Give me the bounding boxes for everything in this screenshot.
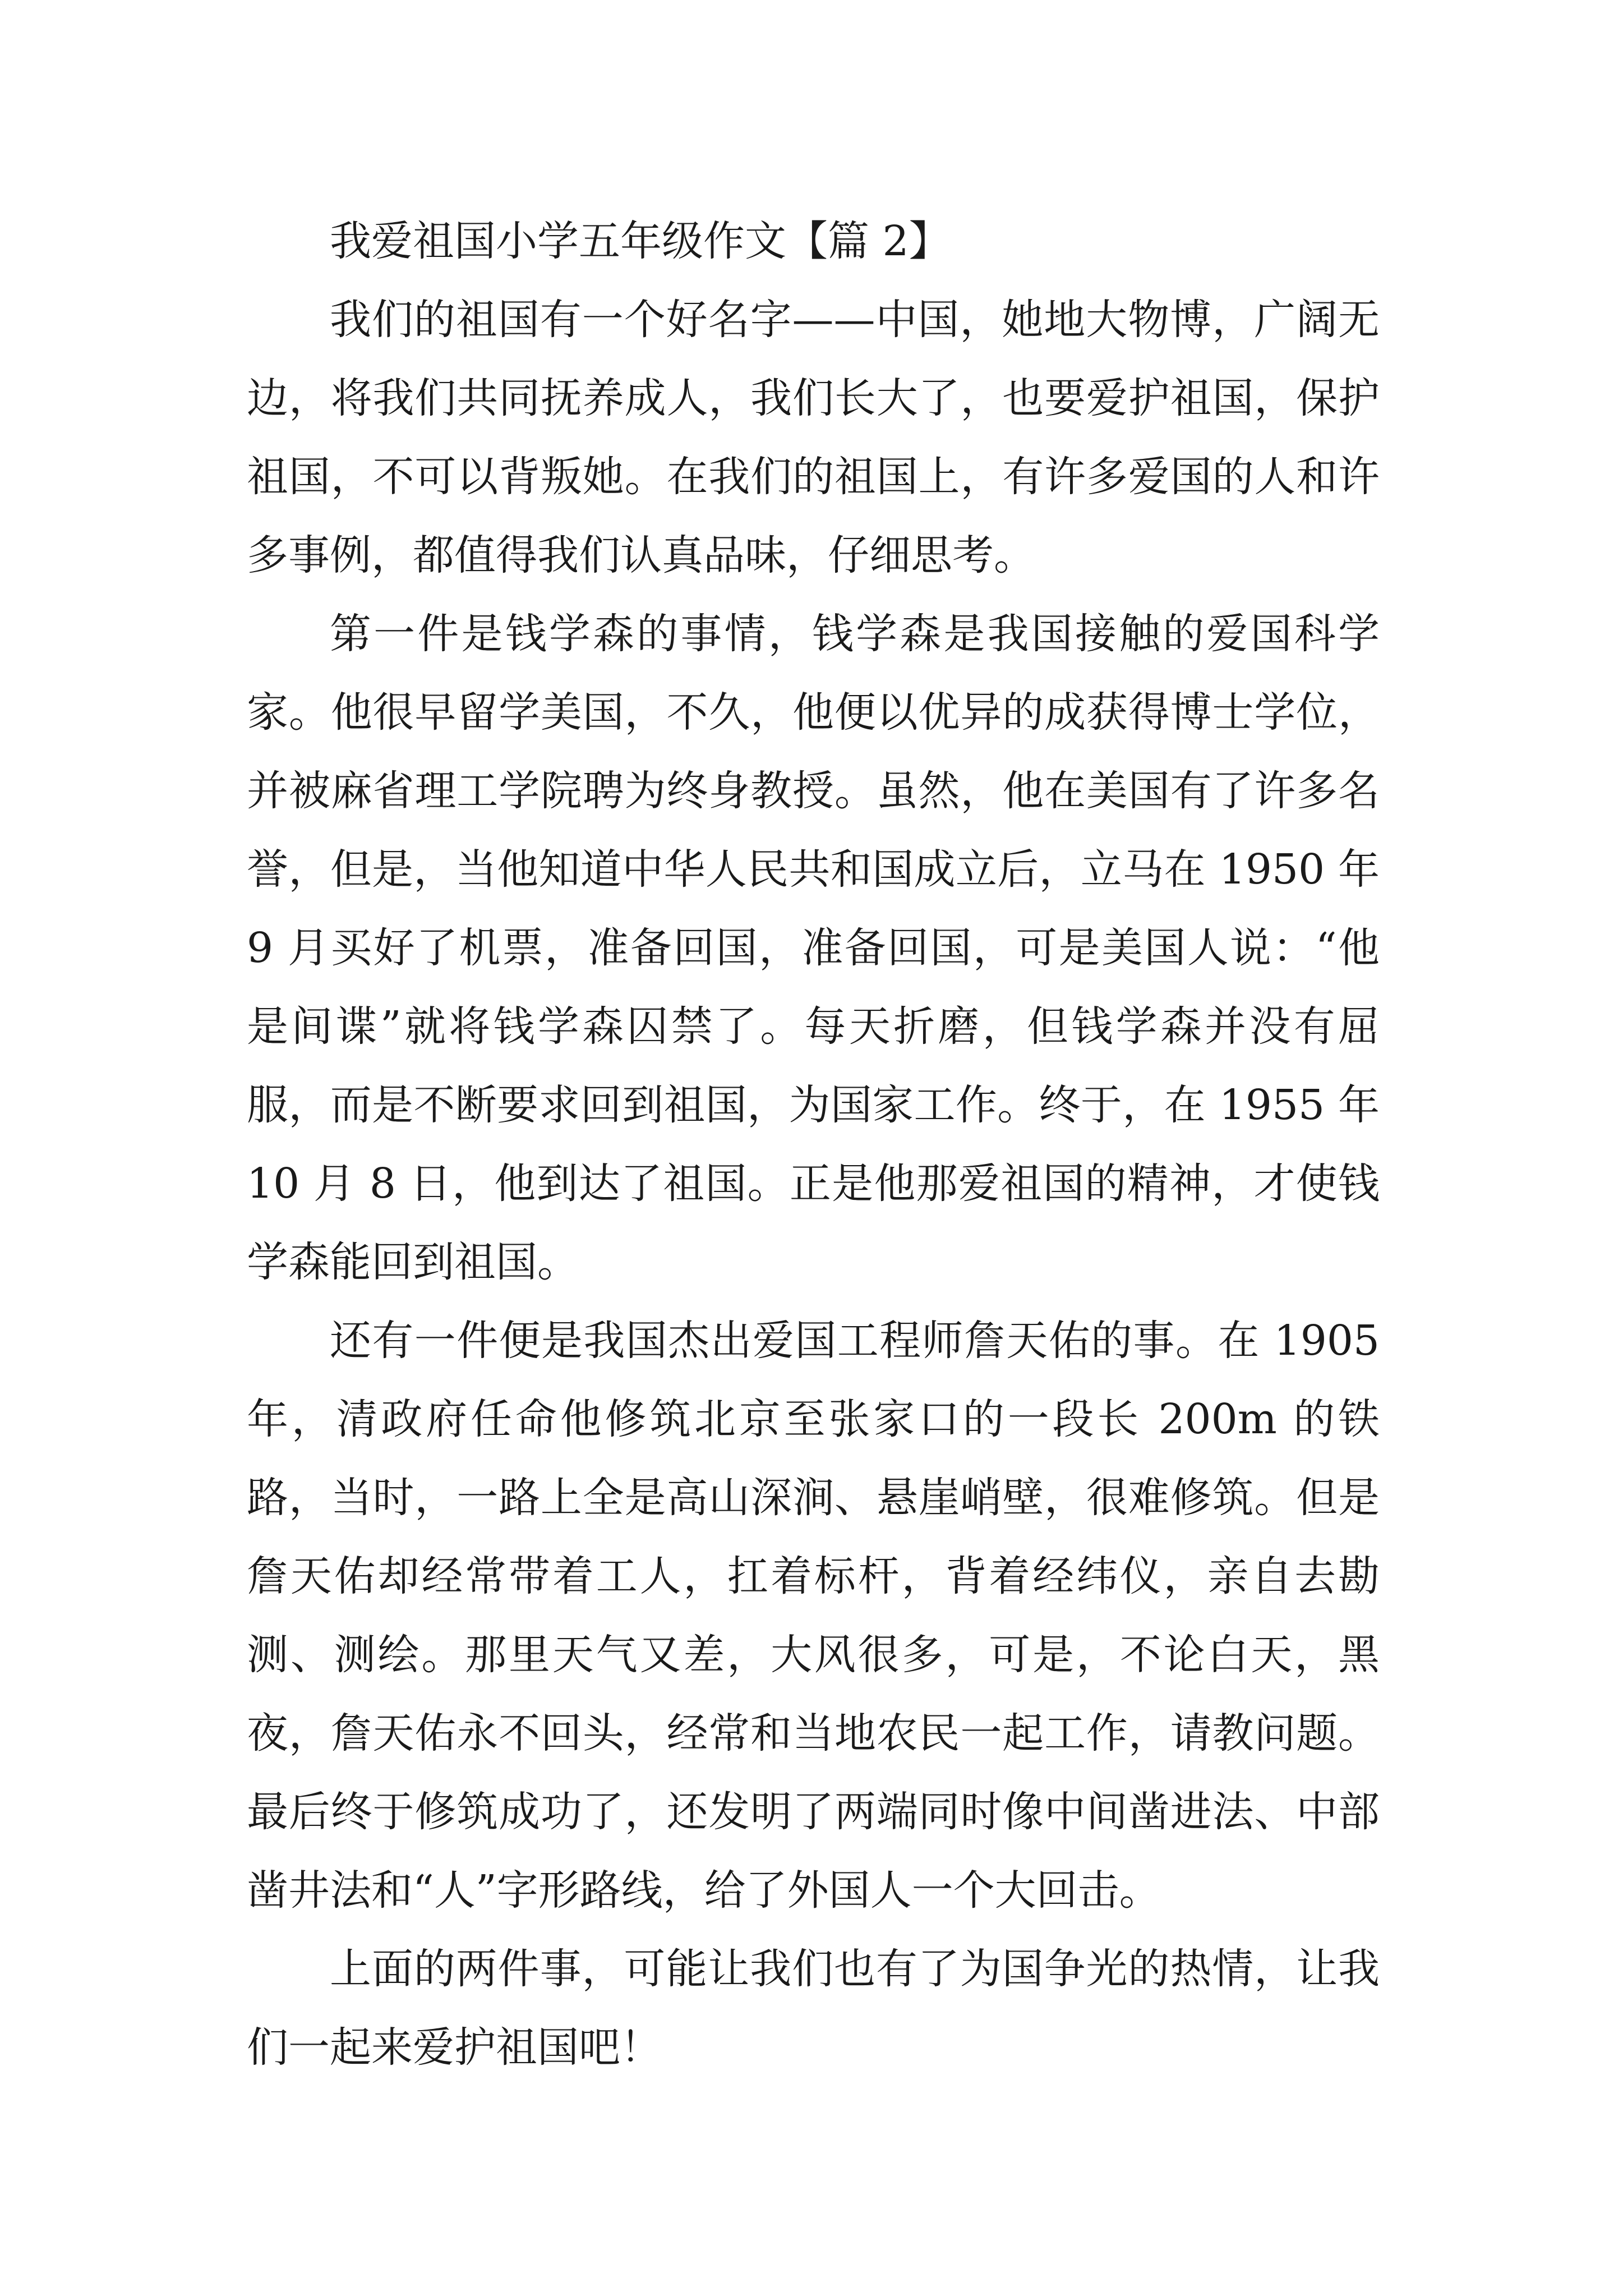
document-title: 我爱祖国小学五年级作文【篇 2】 — [330, 217, 951, 265]
paragraph-zhan-tianyou: 还有一件便是我国杰出爱国工程师詹天佑的事。在 1905 年，清政府任命他修筑北京至张家口的一段长 200m 的铁路，当时，一路上全是高山深涧、悬崖峭壁，很难修筑。但是詹天佑却经常带着工人，扛着标杆，背着经纬仪，亲自去勘测、测绘。那里天气又差，大风很多，可是，不论白天，黑夜，詹天佑永不回头，经常和当地农民一起工作，请教问题。最后终于修筑成功了，还发明了两端同时像中间凿进法、中部凿井法和“人”字形路线，给了外国人一个大回击。 — [247, 1317, 1380, 1915]
paragraph-intro: 我们的祖国有一个好名字——中国，她地大物博，广阔无边，将我们共同抚养成人，我们长大了，也要爱护祖国，保护祖国，不可以背叛她。在我们的祖国上，有许多爱国的人和许多事例，都值得我们认真品味，仔细思考。 — [247, 296, 1380, 579]
document-body — [247, 202, 1380, 2087]
paragraph-qian-xuesen: 第一件是钱学森的事情，钱学森是我国接触的爱国科学家。他很早留学美国，不久，他便以优异的成获得博士学位，并被麻省理工学院聘为终身教授。虽然，他在美国有了许多名誉，但是，当他知道中华人民共和国成立后，立马在 1950 年 9 月买好了机票，准备回国，准备回国，可是美国人说：“他是间谍”就将钱学森囚禁了。每天折磨，但钱学森并没有屈服，而是不断要求回到祖国，为国家工作。终于，在 1955 年 10 月 8 日，他到达了祖国。正是他那爱祖国的精神，才使钱学森能回到祖国。 — [247, 610, 1380, 1286]
paragraph-conclusion: 上面的两件事，可能让我们也有了为国争光的热情，让我们一起来爱护祖国吧！ — [247, 1945, 1380, 2072]
